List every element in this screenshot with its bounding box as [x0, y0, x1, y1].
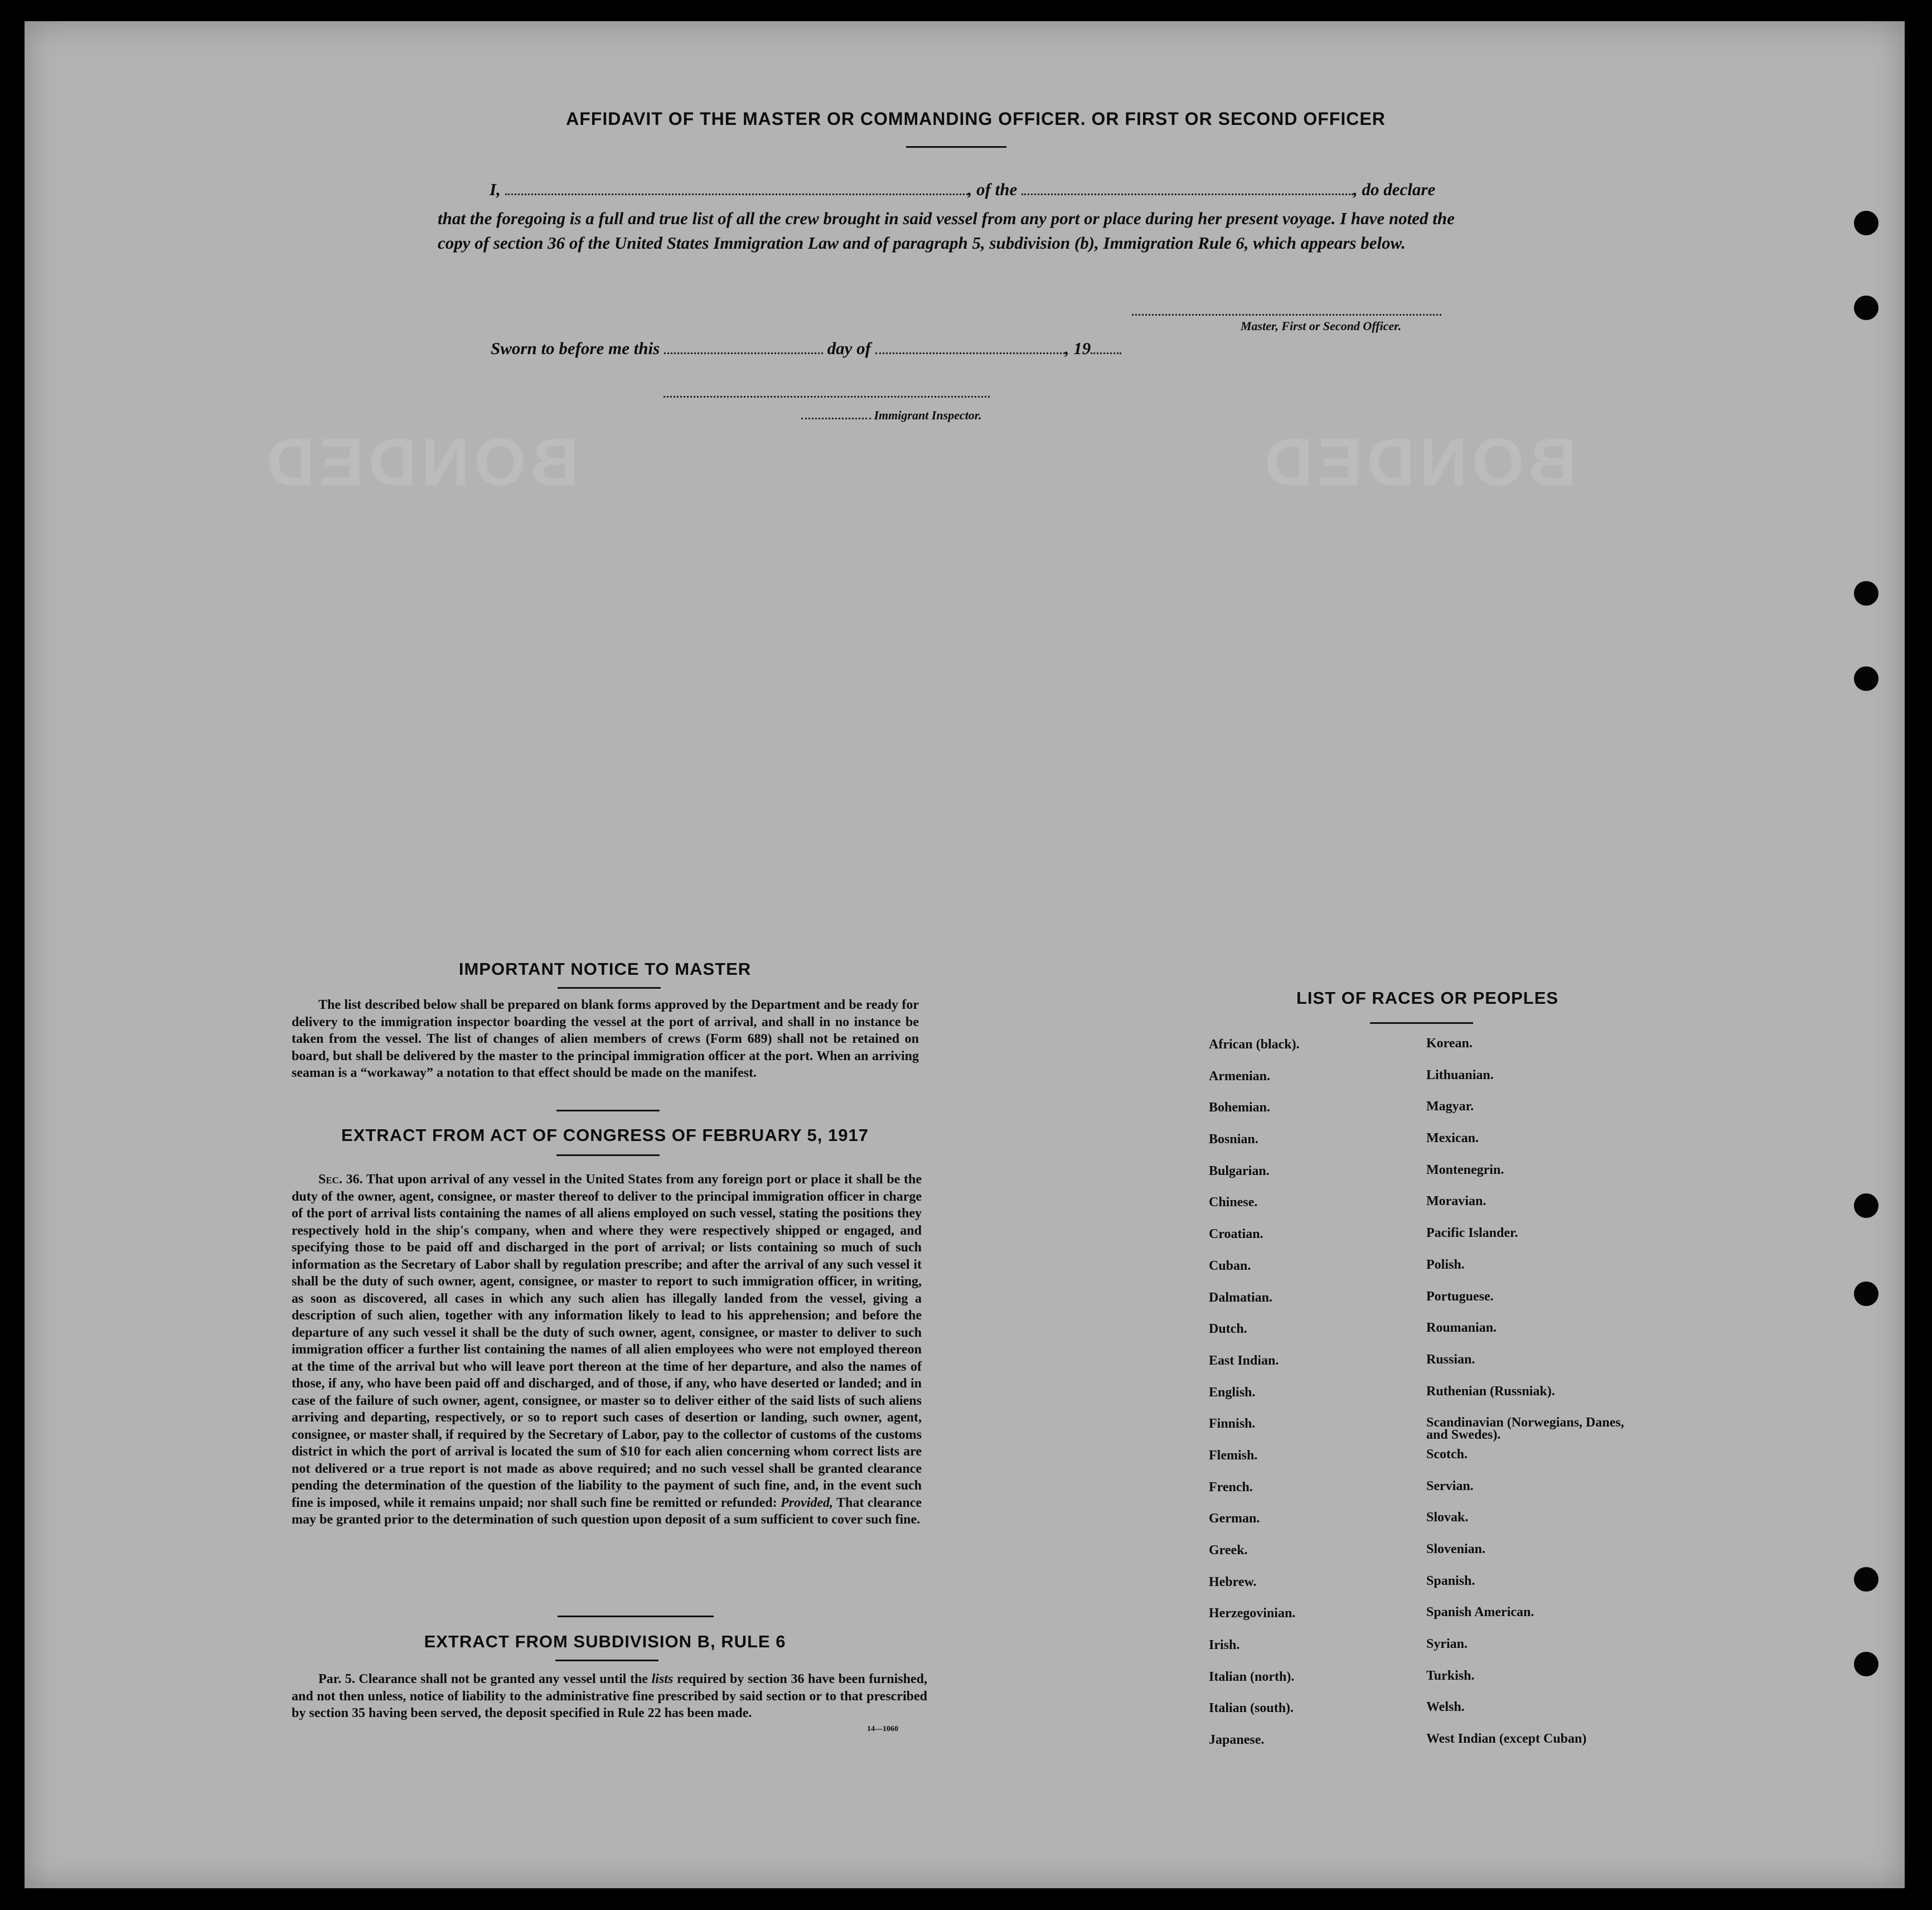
day-blank[interactable]	[664, 351, 823, 354]
par-5-paragraph	[292, 1671, 927, 1722]
race-item: Slovak.	[1426, 1510, 1469, 1525]
race-row	[1209, 1195, 1633, 1227]
act-extract-underline	[556, 1154, 660, 1156]
race-item: Ruthenian (Russniak).	[1426, 1384, 1555, 1399]
affidavit-title: AFFIDAVIT OF THE MASTER OR COMMANDING OFFICER. OR FIRST OR SECOND OFFICER	[566, 109, 1386, 129]
race-row	[1209, 1353, 1633, 1385]
race-row	[1209, 1322, 1633, 1353]
race-row	[1209, 1037, 1633, 1069]
master-signature-label: Master, First or Second Officer.	[1241, 319, 1402, 333]
notice-title: IMPORTANT NOTICE TO MASTER	[458, 959, 752, 979]
race-item: Scandinavian (Norwegians, Danes, and Swedes).	[1426, 1415, 1624, 1443]
race-item: English.	[1209, 1385, 1256, 1400]
sec-label: Sec. 36.	[318, 1172, 363, 1187]
do-declare-label: , do declare	[1353, 180, 1436, 199]
name-blank[interactable]	[505, 192, 968, 195]
race-item: Portuguese.	[1426, 1289, 1494, 1304]
par-5-start: Par. 5. Clearance shall not be granted any vessel until the	[318, 1672, 648, 1686]
race-item: German.	[1209, 1511, 1260, 1526]
race-item: Korean.	[1426, 1036, 1473, 1051]
race-item: Russian.	[1426, 1352, 1475, 1367]
divider	[558, 1616, 714, 1617]
race-item: Montenegrin.	[1426, 1162, 1504, 1177]
race-row	[1209, 1227, 1633, 1259]
race-item: African (black).	[1209, 1037, 1300, 1052]
race-item: Scotch.	[1426, 1447, 1468, 1462]
race-row	[1209, 1638, 1633, 1670]
race-row	[1209, 1670, 1633, 1701]
race-item: Polish.	[1426, 1257, 1465, 1272]
race-item: West Indian (except Cuban)	[1426, 1732, 1587, 1747]
race-row	[1209, 1132, 1633, 1164]
race-row	[1209, 1701, 1633, 1733]
race-item: Italian (north).	[1209, 1669, 1295, 1684]
race-item: Hebrew.	[1209, 1574, 1257, 1589]
binder-hole	[1854, 1567, 1878, 1592]
race-item: Greek.	[1209, 1543, 1248, 1558]
binder-hole	[1854, 1652, 1878, 1676]
inspector-label-line	[801, 408, 1052, 423]
year-label: , 19	[1064, 339, 1091, 358]
notice-text	[292, 997, 919, 1082]
race-row	[1209, 1164, 1633, 1196]
rule-extract-text	[292, 1671, 927, 1722]
sworn-line	[491, 339, 1271, 359]
race-item: Bosnian.	[1209, 1132, 1258, 1147]
races-title: LIST OF RACES OR PEOPLES	[1296, 988, 1559, 1008]
race-row	[1209, 1575, 1633, 1607]
year-blank[interactable]	[1091, 351, 1121, 354]
par-5-end: required by section 36 have been furnished, and not then unless, notice of liability to the administrative fine prescribed by said section or to that prescribed by section 35 having been served, the deposit specified in Rule 22 has been made.	[292, 1672, 928, 1720]
race-item: Turkish.	[1426, 1668, 1475, 1683]
race-row	[1209, 1448, 1633, 1480]
races-underline	[1370, 1022, 1473, 1024]
notice-paragraph: The list described below shall be prepared on blank forms approved by the Department and be ready for delivery to the immigration inspector boarding the vessel at the port of arrival, and shall in no instance be taken from the vessel. The list of changes of alien members of crews (Form 689) shall not be retained on board, but shall be delivered by the master to the principal immigration officer at the port. When an arriving seaman is a “workaway” a notation to that effect should be made on the manifest.	[292, 998, 919, 1080]
master-signature-line[interactable]	[1132, 314, 1441, 316]
of-the-label: , of the	[967, 180, 1018, 199]
declarant-line	[490, 180, 1482, 200]
binder-hole	[1854, 1193, 1878, 1218]
race-item: Irish.	[1209, 1638, 1240, 1653]
race-item: Japanese.	[1209, 1733, 1265, 1748]
binder-hole	[1854, 581, 1878, 606]
sworn-label: Sworn to before me this	[491, 339, 660, 358]
race-row	[1209, 1416, 1633, 1448]
race-row	[1209, 1480, 1633, 1512]
race-item: Finnish.	[1209, 1416, 1256, 1432]
section-36-text	[292, 1171, 922, 1529]
race-item: Spanish.	[1426, 1573, 1475, 1588]
provided-label: Provided,	[781, 1495, 834, 1510]
day-of-label: day of	[827, 339, 871, 358]
race-item: East Indian.	[1209, 1353, 1279, 1368]
race-item: Slovenian.	[1426, 1542, 1486, 1556]
race-item: Croatian.	[1209, 1227, 1263, 1242]
title-underline	[906, 146, 1006, 148]
race-item: Armenian.	[1209, 1068, 1270, 1084]
race-item: Italian (south).	[1209, 1701, 1294, 1716]
race-item: Magyar.	[1426, 1099, 1474, 1114]
race-row	[1209, 1385, 1633, 1417]
act-extract-title: EXTRACT FROM ACT OF CONGRESS OF FEBRUARY 5, 1917	[341, 1125, 869, 1145]
section-36-body: That upon arrival of any vessel in the United States from any foreign port or place it shall be the duty of the owner, agent, consignee, or master thereof to deliver to the principal immigration officer in charge of the port of arrival lists containing the names of all aliens employed on such vessel, stating the positions they respectively hold in the ship's company, when and where they were respectively shipped or engaged, and specifying those to be paid off and discharged in the port of arrival; or lists containing so much of such information as the Secretary of Labor shall by regulation prescribe; and after the arrival of any such vessel it shall be the duty of such owner, agent, consignee, or master to report to such immigration officer, in writing, as soon as discovered, all cases in which any such alien has illegally landed from the vessel, giving a description of such alien, together with any information likely to lead to his apprehension; and before the departure of any such vessel it shall be the duty of such owner, agent, consignee, or master to deliver to such immigration officer a further list containing the names of all alien employees who were not employed thereon at the time of the arrival but who will leave port thereon at the time of her departure, and also the names of those, if any, who have been paid off and discharged, and of those, if any, who have deserted or landed; and in case of the failure of such owner, agent, consignee, or master so to deliver either of the said lists of such aliens arriving and departing, respectively, or so to report such cases of desertion or landing, such owner, agent, consignee, or master shall, if required by the Secretary of Labor, pay to the collector of customs of the customs district in which the port of arrival is located the sum of $10 for each alien concerning whom correct lists are not delivered or a true report is not made as above required; and no such vessel shall be granted clearance pending the determination of the question of the liability to the payment of such fine, and, in the event such fine is imposed, while it remains unpaid; nor shall such fine be remitted or refunded:	[292, 1172, 922, 1510]
inspector-label: Immigrant Inspector.	[874, 408, 982, 422]
race-item: Welsh.	[1426, 1700, 1465, 1715]
bleed-through-mark: BONDED	[1260, 425, 1577, 500]
notice-underline	[558, 987, 661, 989]
i-label: I,	[490, 180, 501, 199]
inspector-signature-line[interactable]	[664, 396, 990, 398]
races-list	[1209, 1037, 1633, 1764]
race-item: Herzegovinian.	[1209, 1606, 1296, 1621]
race-item: Dutch.	[1209, 1322, 1247, 1337]
race-item: Dalmatian.	[1209, 1290, 1272, 1305]
section-36-end: That clearance may be granted prior to the determination of such question upon deposit of a sum sufficient to cover such fine.	[292, 1495, 922, 1527]
race-row	[1209, 1259, 1633, 1290]
binder-hole	[1854, 296, 1878, 320]
section-36-paragraph	[292, 1171, 922, 1529]
race-item: Spanish American.	[1426, 1605, 1534, 1620]
binder-hole	[1854, 1282, 1878, 1306]
race-row	[1209, 1733, 1633, 1764]
race-row	[1209, 1100, 1633, 1132]
lists-word: lists	[651, 1672, 674, 1686]
race-item: Lithuanian.	[1426, 1067, 1494, 1082]
race-item: French.	[1209, 1479, 1253, 1495]
race-row	[1209, 1290, 1633, 1322]
rule-extract-title: EXTRACT FROM SUBDIVISION B, RULE 6	[424, 1632, 786, 1651]
race-item: Servian.	[1426, 1478, 1474, 1493]
race-item: Bohemian.	[1209, 1100, 1271, 1115]
race-item: Bulgarian.	[1209, 1163, 1270, 1178]
race-row	[1209, 1511, 1633, 1543]
race-item: Flemish.	[1209, 1448, 1258, 1463]
binder-hole	[1854, 211, 1878, 235]
race-item: Chinese.	[1209, 1195, 1258, 1210]
race-item: Roumanian.	[1426, 1321, 1497, 1336]
divider	[556, 1110, 660, 1111]
month-blank[interactable]	[875, 351, 1065, 354]
race-item: Moravian.	[1426, 1194, 1486, 1209]
affidavit-paragraph: that the foregoing is a full and true list of all the crew brought in said vessel from any port or place during her present voyage. I have noted the copy of section 36 of the United States Immigration Law and of paragraph 5, subdivision (b), Immigration Rule 6, which appears below.	[438, 209, 1455, 253]
race-row	[1209, 1543, 1633, 1575]
race-item: Syrian.	[1426, 1637, 1468, 1652]
form-code: 14—1060	[867, 1725, 898, 1733]
vessel-blank[interactable]	[1021, 192, 1353, 195]
binder-hole	[1854, 666, 1878, 691]
rule-extract-underline	[555, 1660, 658, 1661]
bleed-through-mark: BONDED	[262, 425, 579, 500]
race-row	[1209, 1069, 1633, 1101]
inspector-blank[interactable]	[801, 417, 871, 419]
race-item: Pacific Islander.	[1426, 1226, 1518, 1241]
race-item: Cuban.	[1209, 1258, 1251, 1273]
race-row	[1209, 1606, 1633, 1638]
race-item: Mexican.	[1426, 1131, 1479, 1146]
